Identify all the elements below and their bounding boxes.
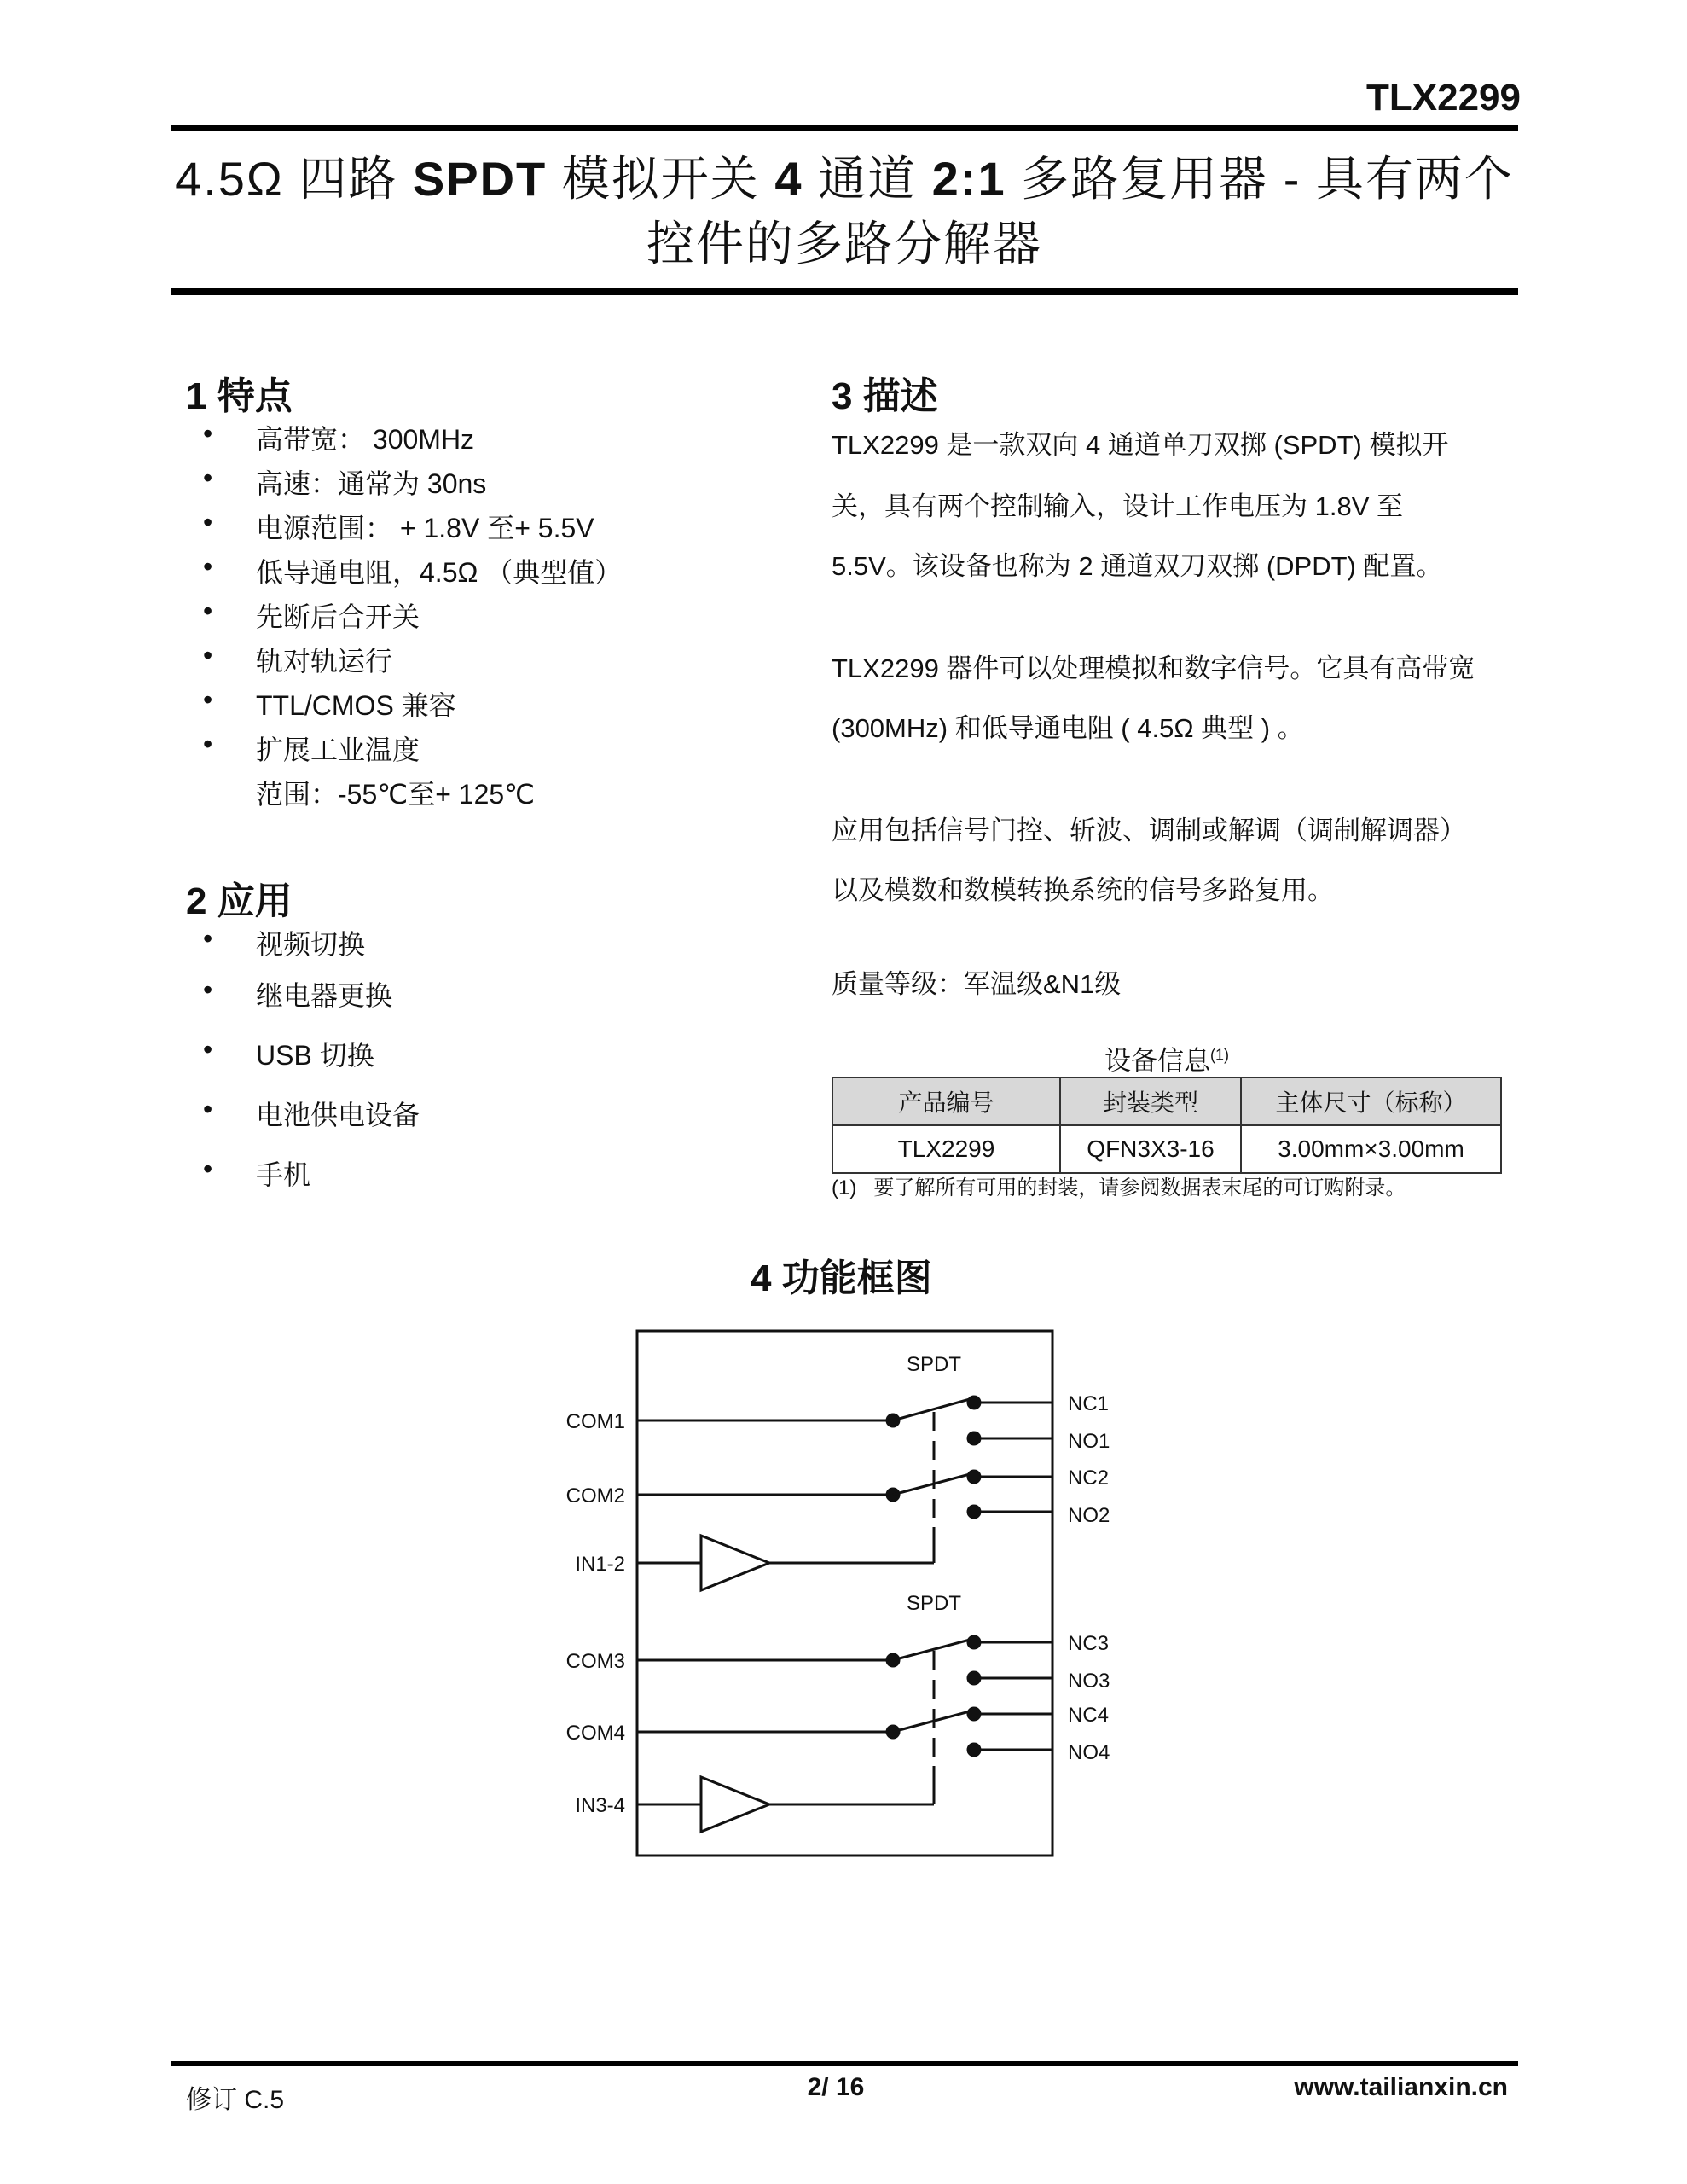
pin-com1: COM1 (565, 1410, 625, 1433)
pin-nc2: NC2 (1068, 1467, 1110, 1490)
website-link[interactable]: www.tailianxin.cn (1294, 2073, 1508, 2101)
spdt-label: SPDT (906, 1592, 962, 1615)
page-title: 4.5Ω 四路 SPDT 模拟开关 4 通道 2:1 多路复用器 - 具有两个 (175, 152, 1514, 206)
buffer-in1-2 (637, 1412, 934, 1590)
pin-no3: NO3 (1068, 1670, 1110, 1693)
switch-com1 (637, 1397, 1052, 1444)
quality-grade: 质量等级：军温级&N1级 (832, 969, 1122, 999)
device-info-table (832, 1077, 1502, 1174)
table-header-row (832, 1077, 1501, 1125)
device-info-caption: 设备信息$^{(1)}$ (1104, 1046, 1229, 1076)
description-line: 以及模数和数模转换系统的信号多路复用。 (832, 875, 1334, 905)
table-cell: 3.00mm×3.00mm (1241, 1125, 1501, 1173)
pin-com2: COM2 (565, 1484, 625, 1507)
pin-com3: COM3 (565, 1650, 625, 1673)
footer-rule (171, 2061, 1518, 2066)
description-line: (300MHz) 和低导通电阻 ( 4.5Ω 典型 ) 。 (832, 713, 1304, 743)
pin-nc3: NC3 (1068, 1632, 1110, 1655)
table-header: 产品编号 (832, 1077, 1060, 1125)
pin-no4: NO4 (1068, 1741, 1110, 1764)
spdt-label: SPDT (906, 1353, 962, 1376)
pin-in1-2: IN1-2 (575, 1553, 625, 1576)
part-number: TLX2299 (1366, 77, 1521, 119)
table-header: 封装类型 (1060, 1077, 1241, 1125)
title-rule (171, 288, 1518, 295)
description-line: 关，具有两个控制输入，设计工作电压为 1.8V 至 (832, 491, 1403, 521)
description-line: TLX2299 器件可以处理模拟和数字信号。它具有高带宽 (832, 653, 1475, 683)
description-line: 应用包括信号门控、斩波、调制或解调（调制解调器） (832, 816, 1466, 845)
features-heading: 1 特点 (186, 375, 293, 417)
revision: 修订 C.5 (186, 2086, 285, 2114)
pin-in3-4: IN3-4 (575, 1794, 625, 1817)
table-row (832, 1125, 1501, 1173)
page-title-line2: 控件的多路分解器 (646, 217, 1042, 270)
description-line: 5.5V。该设备也称为 2 通道双刀双掷 (DPDT) 配置。 (832, 551, 1443, 581)
switch-com2 (637, 1471, 1052, 1518)
table-header: 主体尺寸（标称） (1241, 1077, 1501, 1125)
table-cell: QFN3X3-16 (1060, 1125, 1241, 1173)
description-heading: 3 描述 (832, 375, 938, 417)
ic-outline (637, 1331, 1052, 1856)
switch-com3 (637, 1636, 1052, 1684)
pin-nc4: NC4 (1068, 1704, 1110, 1727)
header-rule (171, 125, 1518, 131)
table-footnote: (1) 要了解所有可用的封装，请参阅数据表末尾的可订购附录。 (832, 1176, 1406, 1199)
applications-heading: 2 应用 (186, 880, 293, 922)
pin-no2: NO2 (1068, 1504, 1110, 1527)
table-cell: TLX2299 (832, 1125, 1060, 1173)
page-number: 2/ 16 (807, 2073, 865, 2101)
switch-com4 (637, 1708, 1052, 1756)
description-line: TLX2299 是一款双向 4 通道单刀双掷 (SPDT) 模拟开 (832, 430, 1449, 460)
pin-nc1: NC1 (1068, 1392, 1110, 1415)
block-diagram-heading: 4 功能框图 (751, 1258, 932, 1299)
pin-com4: COM4 (565, 1722, 625, 1745)
pin-no1: NO1 (1068, 1430, 1110, 1453)
functional-block-diagram (546, 1322, 1143, 1868)
buffer-in3-4 (637, 1651, 934, 1832)
